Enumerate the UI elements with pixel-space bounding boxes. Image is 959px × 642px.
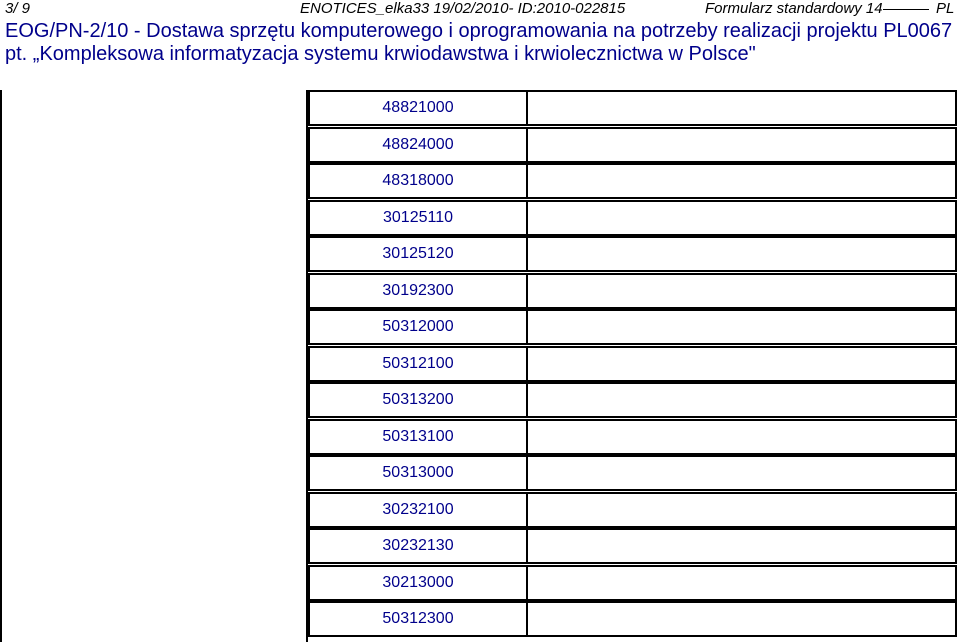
code-cell: 50313100 [308, 419, 528, 455]
language-code: PL [936, 0, 955, 17]
blank-cell [526, 309, 957, 345]
form-standard-label: Formularz standardowy 14 [705, 0, 883, 17]
code-cell: 50312000 [308, 309, 528, 345]
page-number: 3/ 9 [5, 0, 31, 17]
cpv-codes-table [0, 90, 959, 642]
table-right-column [526, 90, 957, 642]
code-cell: 30213000 [308, 565, 528, 601]
blank-cell [526, 492, 957, 528]
code-cell: 50312300 [308, 601, 528, 637]
code-cell: 48821000 [308, 90, 528, 126]
blank-cell [526, 236, 957, 272]
code-cell: 48318000 [308, 163, 528, 199]
blank-cell [526, 419, 957, 455]
header-rule [883, 9, 929, 10]
table-left-column [0, 90, 308, 642]
blank-cell [526, 455, 957, 491]
blank-cell [526, 273, 957, 309]
code-cell: 50313200 [308, 382, 528, 418]
code-cell: 30192300 [308, 273, 528, 309]
code-cell: 30232130 [308, 528, 528, 564]
code-cell: 50312100 [308, 346, 528, 382]
blank-cell [526, 346, 957, 382]
code-cell: 30125120 [308, 236, 528, 272]
blank-cell [526, 127, 957, 163]
blank-cell [526, 200, 957, 236]
blank-cell [526, 163, 957, 199]
page-header [0, 0, 959, 20]
code-cell: 48824000 [308, 127, 528, 163]
blank-cell [526, 528, 957, 564]
code-cell: 30125110 [308, 200, 528, 236]
blank-cell [526, 90, 957, 126]
blank-cell [526, 565, 957, 601]
code-cell: 30232100 [308, 492, 528, 528]
blank-cell [526, 382, 957, 418]
blank-cell [526, 601, 957, 637]
table-code-column [308, 90, 528, 642]
document-id: ENOTICES_elka33 19/02/2010- ID:2010-022815 [300, 0, 626, 17]
code-cell: 50313000 [308, 455, 528, 491]
notice-title: EOG/PN-2/10 - Dostawa sprzętu komputerowego i oprogramowania na potrzeby realizacji projektu PL0067 pt. „Kompleksowa informatyzacja systemu krwiodawstwa i krwiolecznictwa w Polsce" [5, 20, 958, 65]
